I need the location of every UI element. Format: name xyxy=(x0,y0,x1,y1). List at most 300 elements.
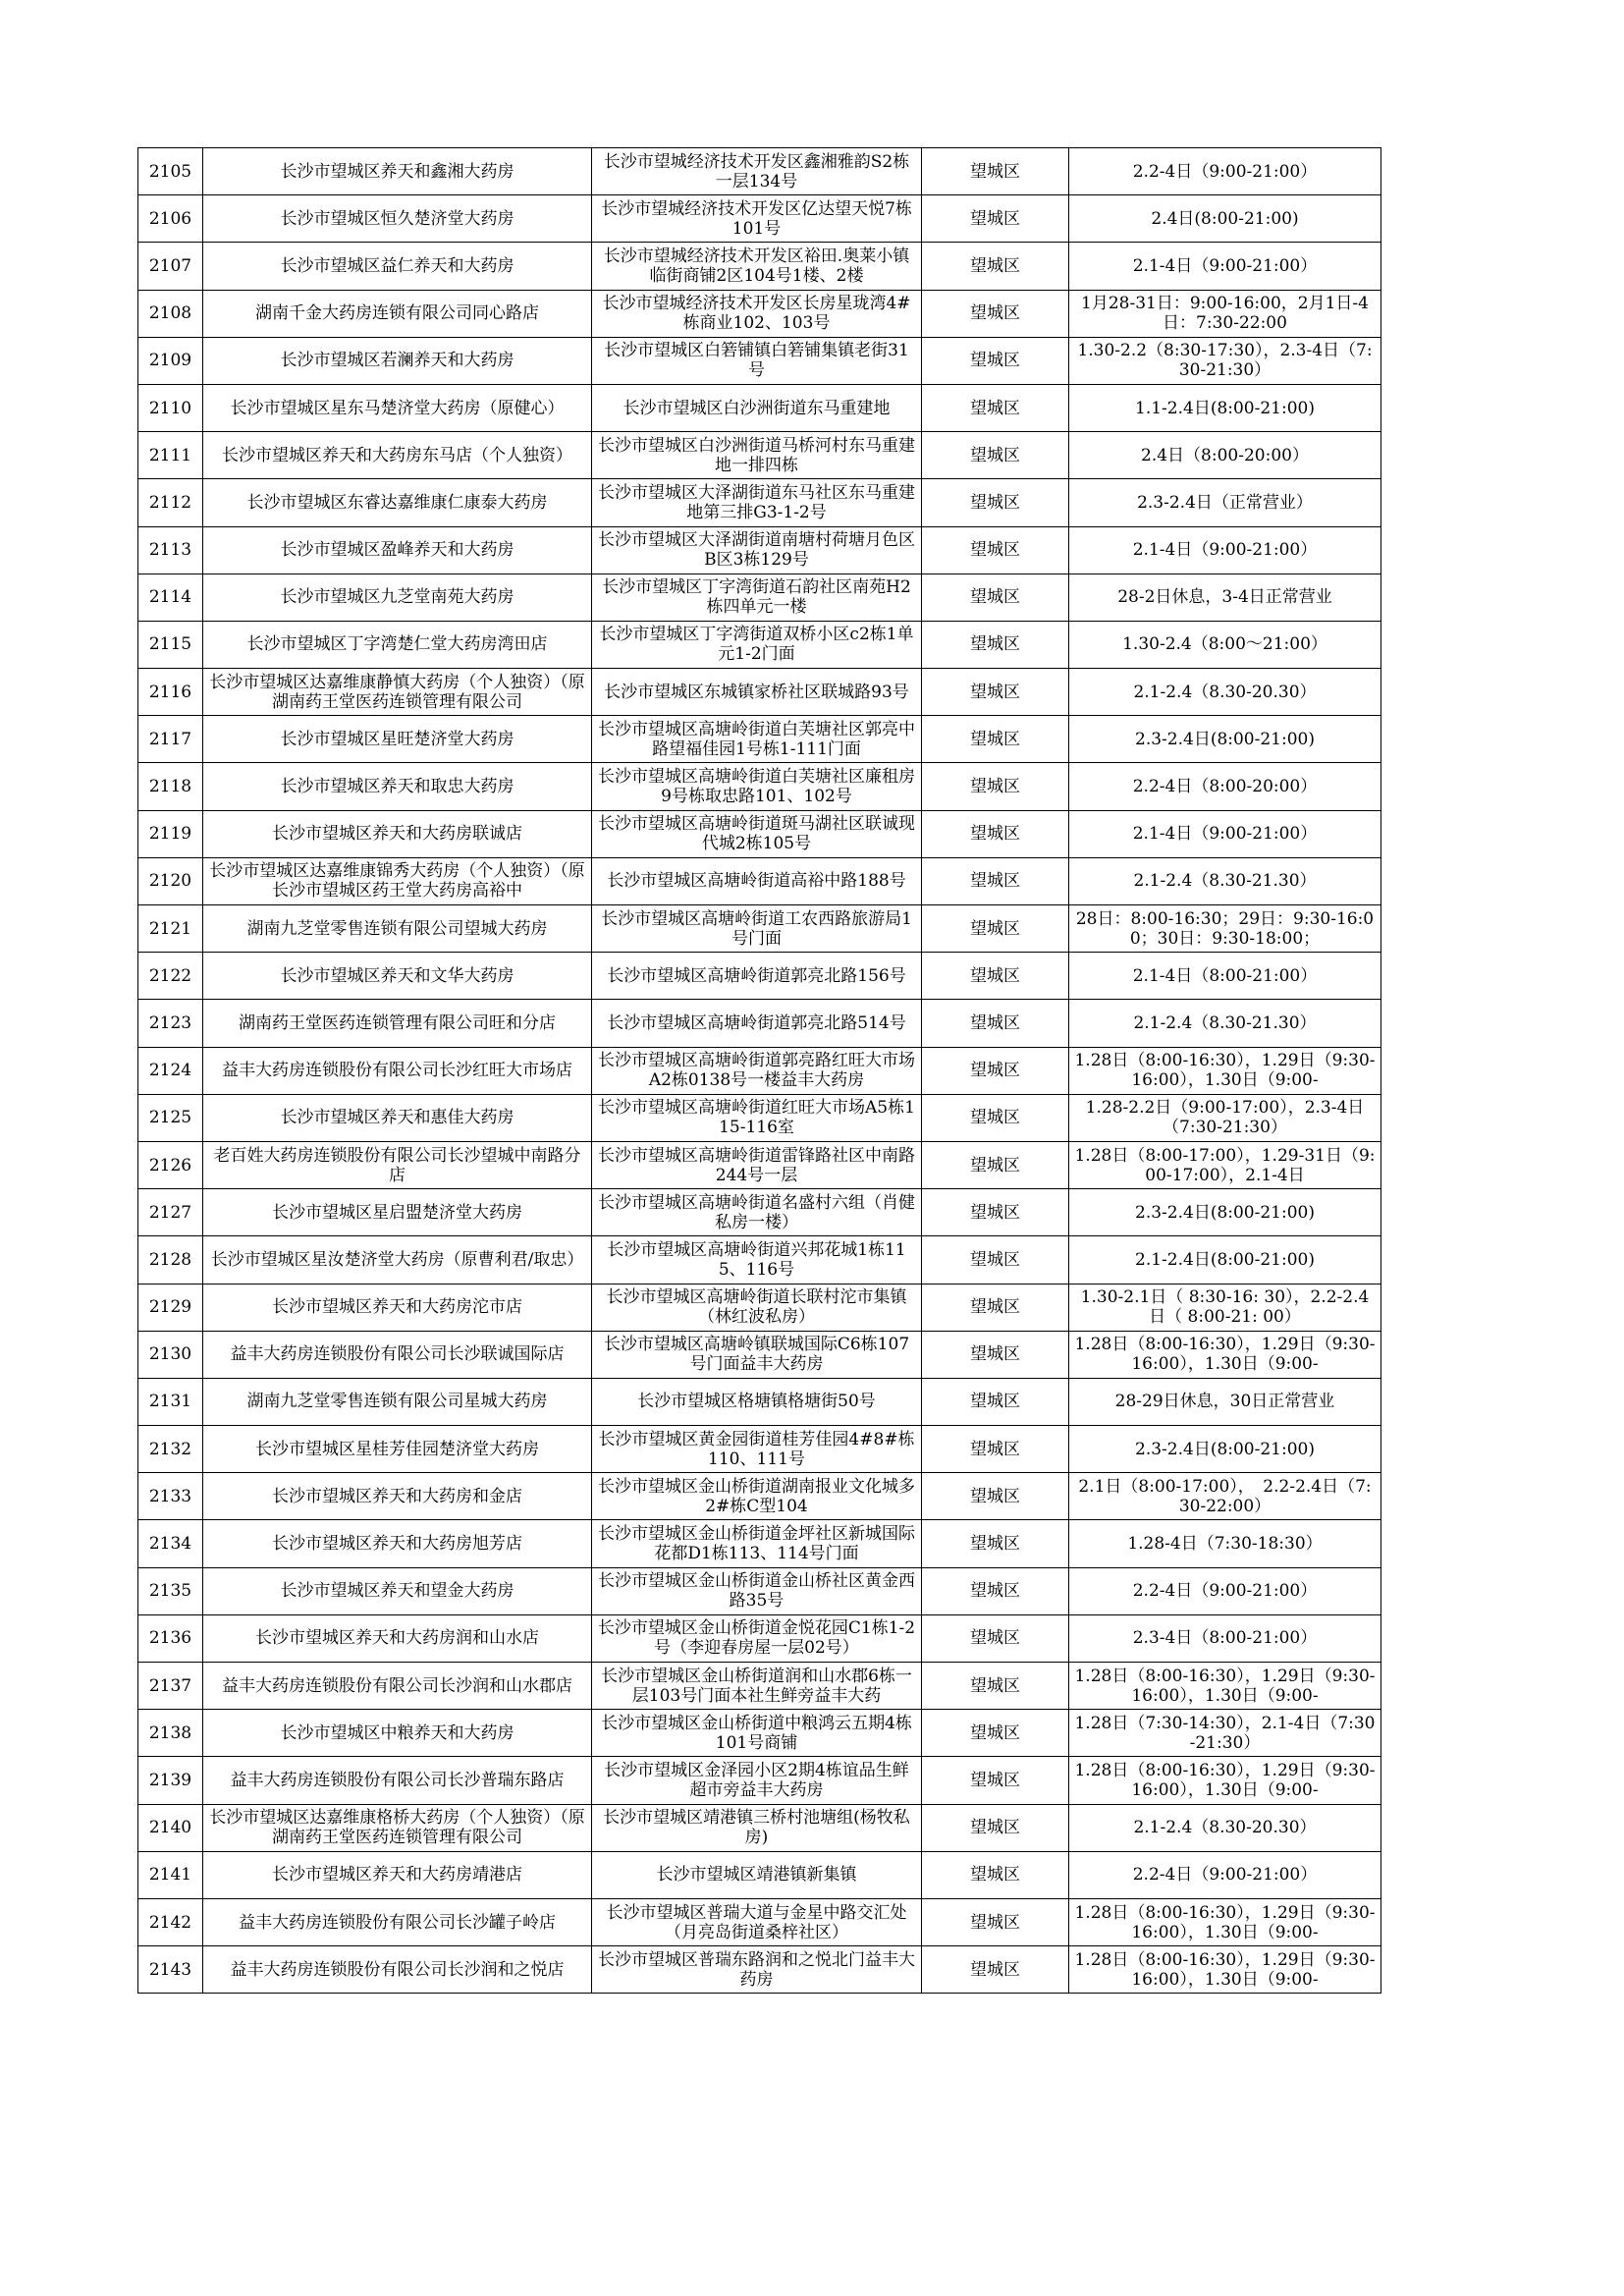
business-hours-cell xyxy=(1069,1614,1381,1662)
table-row xyxy=(138,1520,1381,1567)
pharmacy-name: 长沙市望城区养天和惠佳大药房 xyxy=(280,1108,514,1128)
district: 望城区 xyxy=(970,398,1020,418)
pharmacy-address-cell xyxy=(592,1851,922,1898)
row-number-cell xyxy=(138,148,203,195)
pharmacy-name-cell xyxy=(203,1851,592,1898)
pharmacy-name-cell xyxy=(203,1567,592,1614)
business-hours-cell xyxy=(1069,1426,1381,1473)
row-number-cell xyxy=(138,384,203,431)
district-cell xyxy=(922,1851,1069,1898)
pharmacy-address: 长沙市望城区高塘岭街道白芙塘社区廉租房9号栋取忠路101、102号 xyxy=(598,767,915,807)
table-row xyxy=(138,432,1381,479)
district: 望城区 xyxy=(970,824,1020,845)
pharmacy-address-cell xyxy=(592,337,922,384)
row-number: 2123 xyxy=(148,1012,192,1033)
pharmacy-name-cell xyxy=(203,1141,592,1188)
pharmacy-address-cell xyxy=(592,669,922,716)
pharmacy-name-cell xyxy=(203,1473,592,1520)
row-number: 2106 xyxy=(148,208,192,229)
pharmacy-name-cell xyxy=(203,1189,592,1236)
district: 望城区 xyxy=(970,492,1020,513)
business-hours-cell xyxy=(1069,1378,1381,1425)
row-number-cell xyxy=(138,195,203,243)
pharmacy-name: 长沙市望城区九芝堂南苑大药房 xyxy=(280,587,514,608)
pharmacy-name-cell xyxy=(203,195,592,243)
pharmacy-name-cell xyxy=(203,1047,592,1094)
table-row xyxy=(138,1567,1381,1614)
business-hours: 1.28日（8:00-16:30），1.29日（9:30-16:00），1.30日（9:00- xyxy=(1074,1949,1376,1990)
pharmacy-name-cell xyxy=(203,479,592,526)
business-hours: 28-2日休息，3-4日正常营业 xyxy=(1117,587,1332,608)
table-row xyxy=(138,574,1381,621)
pharmacy-address-cell xyxy=(592,1520,922,1567)
district-cell xyxy=(922,1663,1069,1710)
pharmacy-address-cell xyxy=(592,526,922,574)
district: 望城区 xyxy=(970,1770,1020,1790)
business-hours: 1.28日（8:00-16:30），1.29日（9:30-16:00），1.30日（9:00- xyxy=(1074,1335,1376,1375)
pharmacy-name: 长沙市望城区盈峰养天和大药房 xyxy=(280,540,514,561)
pharmacy-address-cell xyxy=(592,1663,922,1710)
district-cell xyxy=(922,1094,1069,1141)
row-number-cell xyxy=(138,1426,203,1473)
table-row xyxy=(138,1946,1381,1994)
table-row xyxy=(138,1236,1381,1284)
district-cell xyxy=(922,810,1069,857)
pharmacy-name-cell xyxy=(203,1757,592,1804)
row-number-cell xyxy=(138,1851,203,1898)
pharmacy-address-cell xyxy=(592,1614,922,1662)
business-hours-cell xyxy=(1069,574,1381,621)
district-cell xyxy=(922,1614,1069,1662)
pharmacy-name-cell xyxy=(203,1331,592,1378)
pharmacy-address-cell xyxy=(592,1946,922,1994)
pharmacy-name: 长沙市望城区益仁养天和大药房 xyxy=(280,255,514,276)
pharmacy-address: 长沙市望城区大泽湖街道东马社区东马重建地第三排G3-1-2号 xyxy=(598,482,915,522)
row-number: 2126 xyxy=(148,1155,192,1175)
business-hours-cell xyxy=(1069,195,1381,243)
row-number: 2130 xyxy=(148,1344,192,1365)
district-cell xyxy=(922,337,1069,384)
district-cell xyxy=(922,432,1069,479)
pharmacy-name-cell xyxy=(203,1094,592,1141)
business-hours-cell xyxy=(1069,763,1381,810)
pharmacy-name-cell xyxy=(203,1663,592,1710)
row-number-cell xyxy=(138,1000,203,1047)
pharmacy-name-cell xyxy=(203,1946,592,1994)
pharmacy-address-cell xyxy=(592,1710,922,1757)
district: 望城区 xyxy=(970,1912,1020,1933)
business-hours-cell xyxy=(1069,669,1381,716)
district: 望城区 xyxy=(970,540,1020,561)
row-number-cell xyxy=(138,1567,203,1614)
district-cell xyxy=(922,1378,1069,1425)
table-row xyxy=(138,763,1381,810)
table-row xyxy=(138,479,1381,526)
pharmacy-name: 长沙市望城区养天和大药房联诚店 xyxy=(272,824,522,845)
district: 望城区 xyxy=(970,587,1020,608)
district: 望城区 xyxy=(970,1297,1020,1318)
pharmacy-address-cell xyxy=(592,1473,922,1520)
row-number: 2115 xyxy=(148,634,192,655)
pharmacy-name-cell xyxy=(203,716,592,763)
row-number-cell xyxy=(138,810,203,857)
table-row xyxy=(138,953,1381,1000)
district-cell xyxy=(922,1000,1069,1047)
row-number: 2109 xyxy=(148,351,192,371)
pharmacy-name-cell xyxy=(203,1284,592,1331)
pharmacy-address-cell xyxy=(592,1804,922,1851)
row-number-cell xyxy=(138,1614,203,1662)
row-number-cell xyxy=(138,1189,203,1236)
business-hours: 28日：8:00-16:30；29日：9:30-16:00；30日：9:30-18:00； xyxy=(1075,908,1375,949)
business-hours: 2.3-2.4日（正常营业） xyxy=(1137,492,1313,513)
business-hours-cell xyxy=(1069,479,1381,526)
district-cell xyxy=(922,857,1069,904)
pharmacy-name: 长沙市望城区星启盟楚济堂大药房 xyxy=(272,1202,522,1223)
district-cell xyxy=(922,1236,1069,1284)
district-cell xyxy=(922,290,1069,337)
business-hours: 1.28日（8:00-16:30），1.29日（9:30-16:00），1.30日（9:00- xyxy=(1074,1760,1376,1800)
district: 望城区 xyxy=(970,1061,1020,1081)
district: 望城区 xyxy=(970,965,1020,986)
business-hours: 2.4日（8:00-20:00） xyxy=(1141,445,1309,465)
pharmacy-address: 长沙市望城区靖港镇新集镇 xyxy=(656,1865,857,1886)
district: 望城区 xyxy=(970,303,1020,324)
pharmacy-name-cell xyxy=(203,1804,592,1851)
district-cell xyxy=(922,1804,1069,1851)
pharmacy-address-cell xyxy=(592,574,922,621)
row-number: 2135 xyxy=(148,1581,192,1602)
row-number-cell xyxy=(138,290,203,337)
pharmacy-address-cell xyxy=(592,763,922,810)
district: 望城区 xyxy=(970,1439,1020,1459)
district: 望城区 xyxy=(970,1392,1020,1412)
business-hours-cell xyxy=(1069,810,1381,857)
district: 望城区 xyxy=(970,634,1020,655)
row-number: 2139 xyxy=(148,1770,192,1790)
pharmacy-address: 长沙市望城经济技术开发区鑫湘雅韵S2栋一层134号 xyxy=(603,151,910,191)
business-hours: 1.30-2.2（8:30-17:30），2.3-4日（7:30-21:30） xyxy=(1077,341,1373,381)
pharmacy-name: 长沙市望城区养天和大药房沱市店 xyxy=(272,1297,522,1318)
pharmacy-name-cell xyxy=(203,384,592,431)
business-hours: 1.28-2.2日（9:00-17:00），2.3-4日（7:30-21:30） xyxy=(1085,1098,1365,1138)
business-hours: 1.28日（7:30-14:30），2.1-4日（7:30-21:30） xyxy=(1074,1713,1376,1753)
row-number: 2121 xyxy=(148,918,192,939)
district: 望城区 xyxy=(970,1675,1020,1696)
row-number-cell xyxy=(138,1331,203,1378)
row-number: 2107 xyxy=(148,255,192,276)
pharmacy-name: 老百姓大药房连锁股份有限公司长沙望城中南路分店 xyxy=(213,1145,581,1185)
pharmacy-table xyxy=(137,147,1381,1994)
pharmacy-name: 长沙市望城区达嘉维康格桥大药房（个人独资）（原湖南药王堂医药连锁管理有限公司 xyxy=(209,1808,585,1848)
business-hours: 2.4日(8:00-21:00) xyxy=(1151,208,1299,229)
pharmacy-name: 长沙市望城区东睿达嘉维康仁康泰大药房 xyxy=(246,492,548,513)
pharmacy-name-cell xyxy=(203,1000,592,1047)
pharmacy-address-cell xyxy=(592,1898,922,1945)
business-hours: 2.3-2.4日(8:00-21:00) xyxy=(1135,729,1315,749)
business-hours-cell xyxy=(1069,857,1381,904)
table-row xyxy=(138,1331,1381,1378)
pharmacy-name: 湖南千金大药房连锁有限公司同心路店 xyxy=(255,303,539,324)
pharmacy-name: 长沙市望城区养天和大药房和金店 xyxy=(272,1486,522,1506)
district-cell xyxy=(922,1426,1069,1473)
row-number-cell xyxy=(138,716,203,763)
row-number: 2114 xyxy=(148,587,192,608)
pharmacy-address-cell xyxy=(592,1284,922,1331)
row-number-cell xyxy=(138,1047,203,1094)
pharmacy-address-cell xyxy=(592,1189,922,1236)
row-number: 2117 xyxy=(148,729,192,749)
pharmacy-name: 益丰大药房连锁股份有限公司长沙普瑞东路店 xyxy=(230,1770,565,1790)
table-row xyxy=(138,1710,1381,1757)
district: 望城区 xyxy=(970,255,1020,276)
district-cell xyxy=(922,1520,1069,1567)
business-hours-cell xyxy=(1069,621,1381,668)
pharmacy-address: 长沙市望城经济技术开发区亿达望天悦7栋101号 xyxy=(601,198,912,239)
business-hours: 2.1日（8:00-17:00）， 2.2-2.4日（7:30-22:00） xyxy=(1078,1476,1372,1516)
table-row xyxy=(138,1851,1381,1898)
business-hours: 1.1-2.4日(8:00-21:00) xyxy=(1135,398,1315,418)
row-number: 2105 xyxy=(148,161,192,182)
row-number: 2133 xyxy=(148,1486,192,1506)
business-hours: 1.30-2.1日（ 8:30-16: 30），2.2-2.4日（ 8:00-21: 00） xyxy=(1080,1287,1370,1328)
district-cell xyxy=(922,621,1069,668)
business-hours: 28-29日休息，30日正常营业 xyxy=(1114,1392,1335,1412)
business-hours-cell xyxy=(1069,290,1381,337)
row-number-cell xyxy=(138,243,203,290)
pharmacy-address-cell xyxy=(592,905,922,953)
table-body xyxy=(138,148,1381,1994)
pharmacy-address-cell xyxy=(592,857,922,904)
pharmacy-address: 长沙市望城区高塘岭街道高裕中路188号 xyxy=(607,871,906,892)
district: 望城区 xyxy=(970,682,1020,702)
pharmacy-name: 益丰大药房连锁股份有限公司长沙罐子岭店 xyxy=(239,1912,556,1933)
pharmacy-address: 长沙市望城区高塘岭街道兴邦花城1栋115、116号 xyxy=(607,1239,906,1280)
row-number-cell xyxy=(138,1710,203,1757)
pharmacy-address: 长沙市望城区东城镇家桥社区联城路93号 xyxy=(604,682,909,702)
pharmacy-address-cell xyxy=(592,1047,922,1094)
row-number-cell xyxy=(138,479,203,526)
pharmacy-name-cell xyxy=(203,1614,592,1662)
table-row xyxy=(138,1141,1381,1188)
business-hours: 2.1-2.4（8.30-20.30） xyxy=(1133,682,1317,702)
business-hours-cell xyxy=(1069,1520,1381,1567)
row-number-cell xyxy=(138,1141,203,1188)
pharmacy-name: 湖南九芝堂零售连锁有限公司望城大药房 xyxy=(246,918,548,939)
pharmacy-address: 长沙市望城区丁字湾街道双桥小区c2栋1单元1-2门面 xyxy=(599,625,914,665)
row-number-cell xyxy=(138,621,203,668)
pharmacy-address: 长沙市望城区高塘岭街道郭亮北路156号 xyxy=(607,965,906,986)
row-number: 2124 xyxy=(148,1061,192,1081)
business-hours-cell xyxy=(1069,716,1381,763)
pharmacy-name-cell xyxy=(203,526,592,574)
pharmacy-address-cell xyxy=(592,195,922,243)
pharmacy-name: 长沙市望城区养天和大药房靖港店 xyxy=(272,1865,522,1886)
pharmacy-address: 长沙市望城区金山桥街道中粮鸿云五期4栋101号商铺 xyxy=(601,1713,912,1753)
row-number-cell xyxy=(138,1094,203,1141)
row-number: 2140 xyxy=(148,1818,192,1838)
pharmacy-address-cell xyxy=(592,1141,922,1188)
district: 望城区 xyxy=(970,1865,1020,1886)
table-row xyxy=(138,1284,1381,1331)
table-row xyxy=(138,148,1381,195)
pharmacy-name-cell xyxy=(203,290,592,337)
business-hours: 1.30-2.4（8:00～21:00） xyxy=(1122,634,1327,655)
pharmacy-address: 长沙市望城区格塘镇格塘街50号 xyxy=(637,1392,876,1412)
pharmacy-name: 益丰大药房连锁股份有限公司长沙润和山水郡店 xyxy=(222,1675,572,1696)
row-number: 2134 xyxy=(148,1534,192,1555)
table-row xyxy=(138,243,1381,290)
row-number-cell xyxy=(138,857,203,904)
business-hours-cell xyxy=(1069,1284,1381,1331)
district: 望城区 xyxy=(970,871,1020,892)
row-number-cell xyxy=(138,1898,203,1945)
pharmacy-name-cell xyxy=(203,1426,592,1473)
pharmacy-address-cell xyxy=(592,810,922,857)
business-hours: 2.1-2.4（8.30-20.30） xyxy=(1133,1818,1317,1838)
row-number: 2143 xyxy=(148,1959,192,1980)
row-number: 2142 xyxy=(148,1912,192,1933)
row-number: 2120 xyxy=(148,871,192,892)
pharmacy-address-cell xyxy=(592,1426,922,1473)
business-hours-cell xyxy=(1069,384,1381,431)
district-cell xyxy=(922,1710,1069,1757)
business-hours: 1月28-31日：9:00-16:00，2月1日-4日：7:30-22:00 xyxy=(1081,294,1369,334)
pharmacy-address: 长沙市望城区白沙洲街道马桥河村东马重建地一排四栋 xyxy=(598,435,915,475)
row-number-cell xyxy=(138,1757,203,1804)
district-cell xyxy=(922,1473,1069,1520)
district-cell xyxy=(922,243,1069,290)
business-hours: 1.28日（8:00-16:30），1.29日（9:30-16:00），1.30日（9:00- xyxy=(1074,1051,1376,1091)
district: 望城区 xyxy=(970,1628,1020,1649)
pharmacy-name: 益丰大药房连锁股份有限公司长沙润和之悦店 xyxy=(230,1959,565,1980)
pharmacy-name-cell xyxy=(203,1236,592,1284)
business-hours-cell xyxy=(1069,1946,1381,1994)
district-cell xyxy=(922,1331,1069,1378)
business-hours: 1.28日（8:00-17:00），1.29-31日（9:00-17:00），2.1-4日 xyxy=(1074,1145,1376,1185)
business-hours: 2.1-4日（9:00-21:00） xyxy=(1132,255,1318,276)
row-number: 2129 xyxy=(148,1297,192,1318)
business-hours: 2.3-4日（8:00-21:00） xyxy=(1132,1628,1318,1649)
row-number: 2116 xyxy=(148,682,192,702)
district: 望城区 xyxy=(970,161,1020,182)
business-hours-cell xyxy=(1069,337,1381,384)
pharmacy-name: 长沙市望城区达嘉维康锦秀大药房（个人独资）（原长沙市望城区药王堂大药房高裕中 xyxy=(209,861,585,902)
table-row xyxy=(138,1378,1381,1425)
row-number-cell xyxy=(138,1520,203,1567)
district: 望城区 xyxy=(970,1818,1020,1838)
pharmacy-name-cell xyxy=(203,1520,592,1567)
pharmacy-address-cell xyxy=(592,621,922,668)
business-hours-cell xyxy=(1069,1473,1381,1520)
business-hours: 2.1-2.4日(8:00-21:00) xyxy=(1135,1249,1315,1270)
pharmacy-address: 长沙市望城区高塘岭街道郭亮路红旺大市场A2栋0138号一楼益丰大药房 xyxy=(598,1051,915,1091)
district-cell xyxy=(922,148,1069,195)
pharmacy-name-cell xyxy=(203,857,592,904)
pharmacy-name: 长沙市望城区中粮养天和大药房 xyxy=(280,1722,514,1743)
district: 望城区 xyxy=(970,918,1020,939)
table-row xyxy=(138,337,1381,384)
pharmacy-name-cell xyxy=(203,621,592,668)
pharmacy-name: 湖南九芝堂零售连锁有限公司星城大药房 xyxy=(246,1392,548,1412)
business-hours-cell xyxy=(1069,1000,1381,1047)
business-hours: 2.3-2.4日(8:00-21:00) xyxy=(1135,1202,1315,1223)
pharmacy-address: 长沙市望城区高塘岭镇联城国际C6栋107号门面益丰大药房 xyxy=(603,1335,910,1375)
business-hours: 1.28日（8:00-16:30），1.29日（9:30-16:00），1.30日（9:00- xyxy=(1074,1666,1376,1706)
table-row xyxy=(138,1757,1381,1804)
row-number-cell xyxy=(138,1284,203,1331)
district-cell xyxy=(922,953,1069,1000)
pharmacy-address: 长沙市望城区高塘岭街道雷锋路社区中南路244号一层 xyxy=(598,1145,915,1185)
row-number: 2128 xyxy=(148,1249,192,1270)
table-row xyxy=(138,621,1381,668)
pharmacy-address: 长沙市望城区金山桥街道金悦花园C1栋1-2号（李迎春房屋一层02号） xyxy=(597,1618,916,1659)
business-hours-cell xyxy=(1069,1047,1381,1094)
district: 望城区 xyxy=(970,729,1020,749)
pharmacy-address-cell xyxy=(592,290,922,337)
pharmacy-address: 长沙市望城区高塘岭街道郭亮北路514号 xyxy=(607,1012,906,1033)
pharmacy-address: 长沙市望城区金山桥街道金坪社区新城国际花都D1栋113、114号门面 xyxy=(598,1524,915,1564)
pharmacy-address: 长沙市望城区大泽湖街道南塘村荷塘月色区B区3栋129号 xyxy=(598,530,915,571)
pharmacy-name: 长沙市望城区养天和鑫湘大药房 xyxy=(280,161,514,182)
district-cell xyxy=(922,1567,1069,1614)
business-hours-cell xyxy=(1069,432,1381,479)
pharmacy-name: 湖南药王堂医药连锁管理有限公司旺和分店 xyxy=(239,1012,556,1033)
row-number-cell xyxy=(138,1804,203,1851)
table-row xyxy=(138,810,1381,857)
row-number-cell xyxy=(138,337,203,384)
table-row xyxy=(138,669,1381,716)
pharmacy-address: 长沙市望城区靖港镇三桥村池塘组(杨牧私房) xyxy=(603,1808,910,1848)
business-hours-cell xyxy=(1069,1236,1381,1284)
business-hours-cell xyxy=(1069,1710,1381,1757)
pharmacy-name: 长沙市望城区星旺楚济堂大药房 xyxy=(280,729,514,749)
pharmacy-address: 长沙市望城区高塘岭街道红旺大市场A5栋115-116室 xyxy=(598,1098,915,1138)
pharmacy-address-cell xyxy=(592,1757,922,1804)
pharmacy-name-cell xyxy=(203,810,592,857)
pharmacy-address: 长沙市望城区白箬铺镇白箬铺集镇老街31号 xyxy=(604,341,909,381)
pharmacy-address-cell xyxy=(592,432,922,479)
business-hours: 2.3-2.4日(8:00-21:00) xyxy=(1135,1439,1315,1459)
pharmacy-address: 长沙市望城区高塘岭街道名盛村六组（肖健私房一楼） xyxy=(598,1192,915,1232)
pharmacy-name: 长沙市望城区星桂芳佳园楚济堂大药房 xyxy=(255,1439,539,1459)
business-hours: 2.2-4日（9:00-21:00） xyxy=(1132,1865,1318,1886)
business-hours: 2.1-4日（9:00-21:00） xyxy=(1132,824,1318,845)
table-row xyxy=(138,290,1381,337)
business-hours: 2.1-4日（8:00-21:00） xyxy=(1132,965,1318,986)
pharmacy-name-cell xyxy=(203,953,592,1000)
pharmacy-name: 长沙市望城区养天和大药房润和山水店 xyxy=(255,1628,539,1649)
pharmacy-address: 长沙市望城区普瑞东路润和之悦北门益丰大药房 xyxy=(598,1949,915,1990)
row-number: 2110 xyxy=(148,398,192,418)
business-hours-cell xyxy=(1069,1851,1381,1898)
district-cell xyxy=(922,526,1069,574)
pharmacy-address-cell xyxy=(592,1331,922,1378)
business-hours-cell xyxy=(1069,1141,1381,1188)
pharmacy-name-cell xyxy=(203,1710,592,1757)
pharmacy-address-cell xyxy=(592,148,922,195)
table-row xyxy=(138,1047,1381,1094)
row-number-cell xyxy=(138,1378,203,1425)
table-row xyxy=(138,1663,1381,1710)
table-row xyxy=(138,1804,1381,1851)
row-number: 2108 xyxy=(148,303,192,324)
business-hours: 1.28日（8:00-16:30），1.29日（9:30-16:00），1.30日（9:00- xyxy=(1074,1902,1376,1942)
row-number: 2132 xyxy=(148,1439,192,1459)
business-hours: 2.1-4日（9:00-21:00） xyxy=(1132,540,1318,561)
pharmacy-name: 长沙市望城区养天和取忠大药房 xyxy=(280,777,514,797)
business-hours-cell xyxy=(1069,1898,1381,1945)
